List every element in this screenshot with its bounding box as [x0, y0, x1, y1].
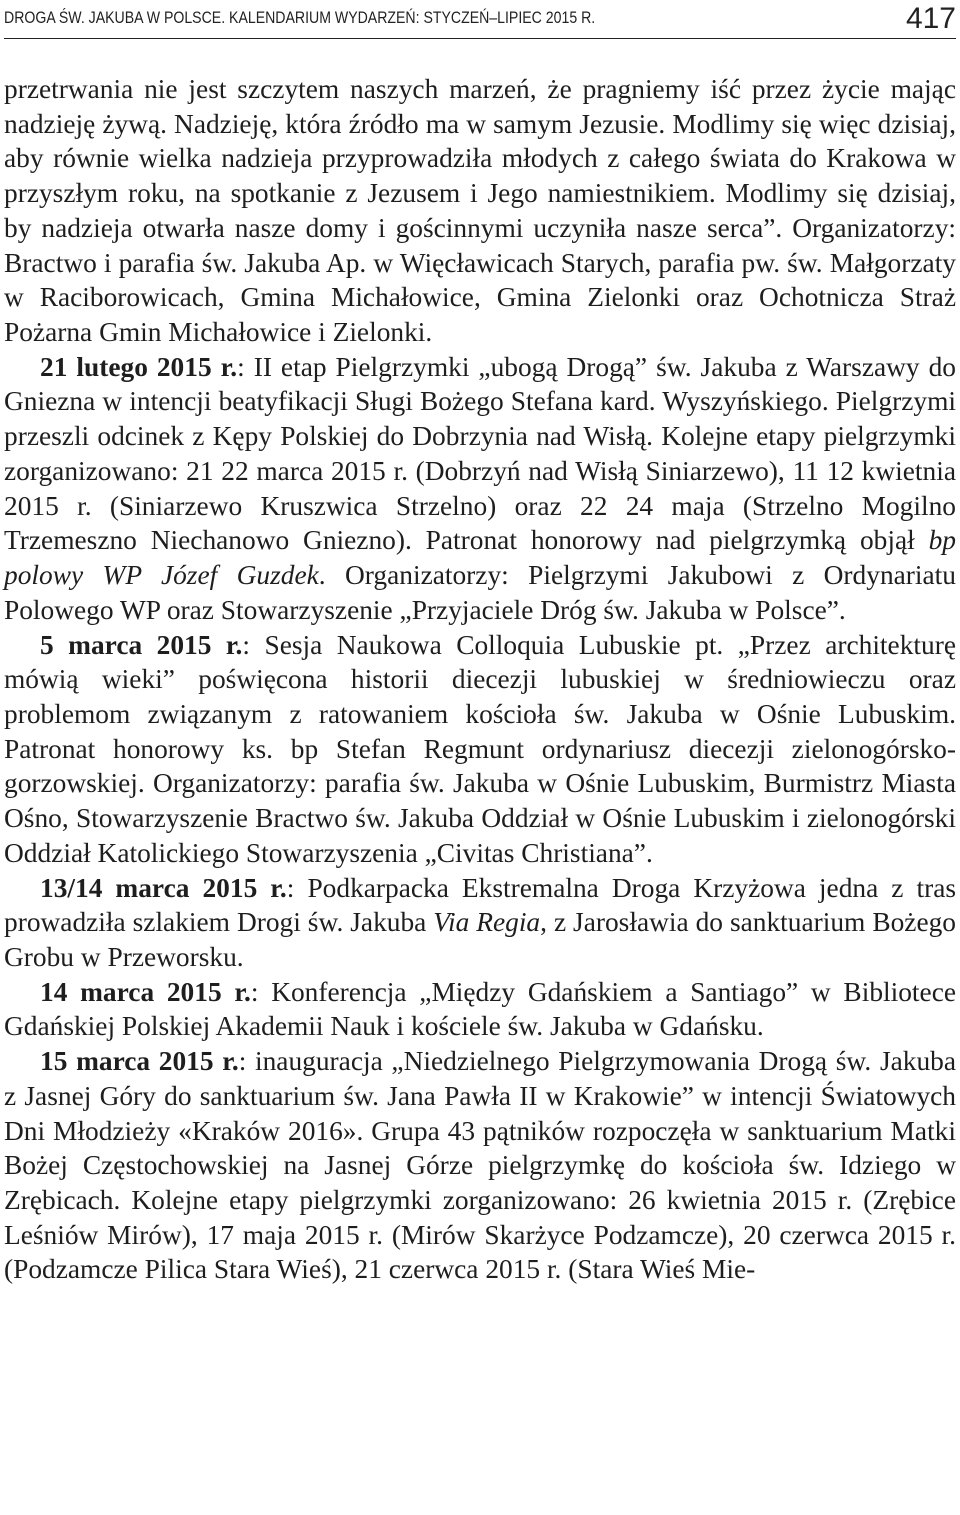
article-body	[4, 72, 956, 1287]
entry-text: : II etap Pielgrzymki „ubogą Drogą” św. Jakuba z Warszawy do Gniezna w intencji beatyfikacji Sługi Bożego Stefana kard. Wyszyńskiego. Pielgrzymi przeszli odcinek z Kępy Polskiej do Dobrzynia nad Wisłą. Kolejne etapy pielgrzymki zorganizowano: 21 22 marca 2015 r. (Dobrzyń nad Wisłą Siniarzewo), 11 12 kwietnia 2015 r. (Siniarzewo Kruszwica Strzelno) oraz 22 24 maja (Strzelno Mogilno Trzemeszno Niechanowo Gniezno). Patronat honorowy nad pielgrzymką objął	[4, 351, 956, 556]
entry-15-marca	[4, 1044, 956, 1287]
page-number: 417	[905, 2, 956, 35]
entry-text-continued: . Organizatorzy: Pielgrzymi Jakubowi z Ordynariatu Polowego WP oraz Stowarzyszenie „Przyjaciele Dróg św. Jakuba w Polsce”.	[4, 560, 956, 625]
entry-date: 5 marca 2015 r.	[40, 629, 243, 660]
entry-5-marca	[4, 628, 956, 871]
entry-14-marca	[4, 975, 956, 1044]
entry-13-14-marca	[4, 871, 956, 975]
entry-text: : Podkarpacka Ekstremalna Droga Krzyżowa jedna z tras prowadziła szlakiem Drogi św. Jakuba	[4, 872, 957, 938]
paragraph-text: przetrwania nie jest szczytem naszych marzeń, że pragniemy iść przez życie mając nadzieję żywą. Nadzieję, która źródło ma w samym Jezusie. Modlimy się więc dzisiaj, aby równie wielka nadzieja przyprowadziła młodych z całego świata do Krakowa w przyszłym roku, na spotkanie z Jezusem i Jego namiestnikiem. Modlimy się dzisiaj, by nadzieja otwarła nasze domy i gościnnymi uczyniła nasze serca”. Organizatorzy: Bractwo i parafia św. Jakuba Ap. w Więcławicach Starych, parafia pw. św. Małgorzaty w Raciborowicach, Gmina Michałowice, Gmina Zielonki oraz Ochotnicza Straż Pożarna Gmin Michałowice i Zielonki.	[4, 74, 956, 348]
entry-date: 14 marca 2015 r.	[40, 976, 251, 1007]
running-head-title: DROGA ŚW. JAKUBA W POLSCE. KALENDARIUM WYDARZEŃ: STYCZEŃ–LIPIEC 2015 R.	[4, 8, 596, 27]
entry-date: 21 lutego 2015 r.	[40, 351, 238, 382]
entry-text-continued: , z Jarosławia do sanktuarium Bożego Grobu w Przeworsku.	[4, 907, 956, 972]
entry-text: : Konferencja „Między Gdańskiem a Santiago” w Bibliotece Gdańskiej Polskiej Akademii Nauk i kościele św. Jakuba w Gdańsku.	[4, 976, 957, 1042]
entry-italic-text: Via Regia	[433, 907, 541, 938]
entry-date: 15 marca 2015 r.	[40, 1046, 239, 1077]
entry-text: : Sesja Naukowa Colloquia Lubuskie pt. „Przez architekturę mówią wieki” poświęcona historii diecezji lubuskiej w średniowieczu oraz problemom związanym z ratowaniem kościoła św. Jakuba w Ośnie Lubuskim. Patronat honorowy ks. bp Stefan Regmunt ordynariusz diecezji zielonogórsko-gorzowskiej. Organizatorzy: parafia św. Jakuba w Ośnie Lubuskim, Burmistrz Miasta Ośno, Stowarzyszenie Bractwo św. Jakuba Oddział w Ośnie Lubuskim i zielonogórski Oddział Katolickiego Stowarzyszenia „Civitas Christiana”.	[4, 629, 956, 868]
paragraph-continuation	[4, 72, 956, 350]
entry-italic-text: bp polowy WP Józef Guzdek	[4, 525, 956, 591]
running-header	[4, 0, 956, 39]
entry-21-lutego	[4, 350, 956, 628]
entry-date: 13/14 marca 2015 r.	[40, 872, 287, 903]
entry-text: : inauguracja „Niedzielnego Pielgrzymowania Drogą św. Jakuba z Jasnej Góry do sanktuarium św. Jana Pawła II w Krakowie” w intencji Światowych Dni Młodzieży «Kraków 2016». Grupa 43 pątników rozpoczęła w sanktuarium Matki Bożej Częstochowskiej na Jasnej Górze pielgrzymkę do kościoła św. Idziego w Zrębicach. Kolejne etapy pielgrzymki zorganizowano: 26 kwietnia 2015 r. (Zrębice Leśniów Mirów), 17 maja 2015 r. (Mirów Skarżyce Podzamcze), 20 czerwca 2015 r. (Podzamcze Pilica Stara Wieś), 21 czerwca 2015 r. (Stara Wieś Mie-	[4, 1046, 957, 1285]
